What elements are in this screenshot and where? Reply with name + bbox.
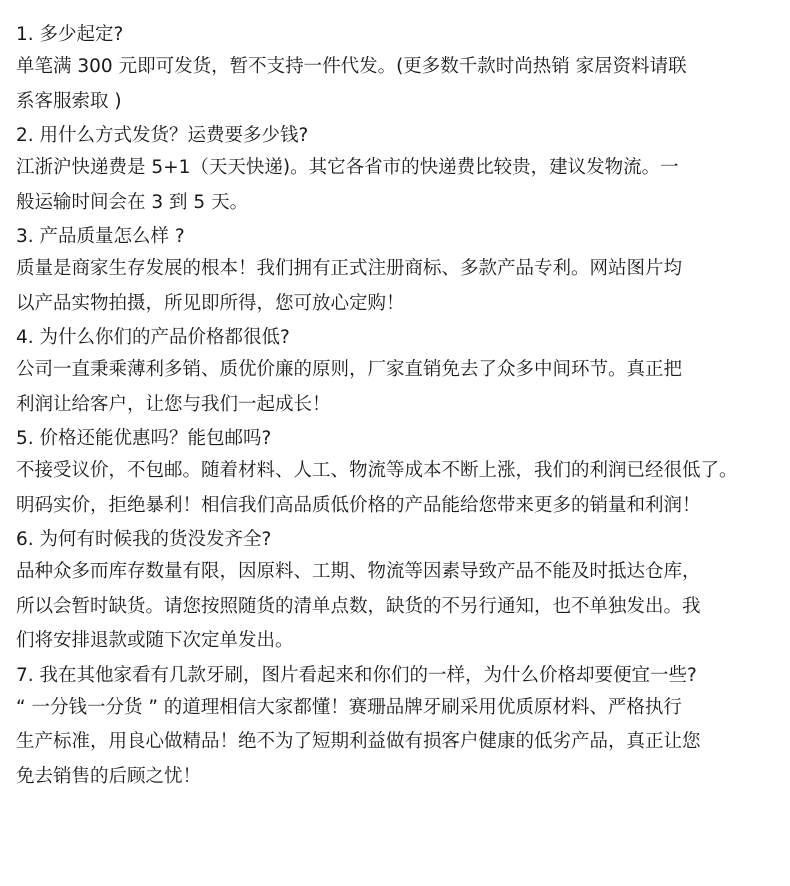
faq-item	[16, 525, 776, 659]
faq-answer: 江浙沪快递费是 5+1（天天快递)。其它各省市的快递费比较贵，建议发物流。一 般运输时间会在 3 到 5 天。	[16, 157, 679, 213]
faq-item	[16, 222, 776, 321]
faq-item	[16, 661, 776, 795]
faq-question: 5. 价格还能优惠吗？能包邮吗?	[16, 428, 272, 449]
faq-question: 3. 产品质量怎么样 ?	[16, 226, 185, 247]
faq-answer: “ 一分钱一分货 ” 的道理相信大家都懂！赛珊品牌牙刷采用优质原材料、严格执行 生产标准，用良心做精品！绝不为了短期利益做有损客户健康的低劣产品，真正让您 免去销售的后顾之忧！	[16, 696, 701, 787]
faq-answer: 质量是商家生存发展的根本！我们拥有正式注册商标、多款产品专利。网站图片均 以产品实物拍摄，所见即所得，您可放心定购！	[16, 258, 683, 314]
faq-answer: 不接受议价，不包邮。随着材料、人工、物流等成本不断上涨，我们的利润已经很低了。 明码实价，拒绝暴利！相信我们高品质低价格的产品能给您带来更多的销量和利润！	[16, 460, 738, 516]
faq-answer: 单笔满 300 元即可发货，暂不支持一件代发。(更多数千款时尚热销 家居资料请联 系客服索取 )	[16, 56, 687, 112]
faq-item	[16, 323, 776, 422]
faq-question: 7. 我在其他家看有几款牙刷，图片看起来和你们的一样，为什么价格却要便宜一些?	[16, 664, 697, 686]
faq-question: 1. 多少起定?	[16, 24, 124, 45]
faq-question: 4. 为什么你们的产品价格都很低?	[16, 327, 290, 348]
faq-answer: 公司一直秉乘薄利多销、质优价廉的原则，厂家直销免去了众多中间环节。真正把 利润让给客户，让您与我们一起成长！	[16, 359, 683, 415]
faq-item	[16, 20, 776, 119]
faq-list	[16, 20, 776, 794]
faq-question: 2. 用什么方式发货？运费要多少钱?	[16, 125, 309, 146]
faq-question: 6. 为何有时候我的货没发齐全?	[16, 529, 272, 550]
faq-answer: 品种众多而库存数量有限，因原料、工期、物流等因素导致产品不能及时抵达仓库， 所以会暂时缺货。请您按照随货的清单点数，缺货的不另行通知，也不单独发出。我 们将安排退款或随下次定单发出。	[16, 561, 701, 651]
faq-item	[16, 424, 776, 523]
faq-item	[16, 121, 776, 220]
